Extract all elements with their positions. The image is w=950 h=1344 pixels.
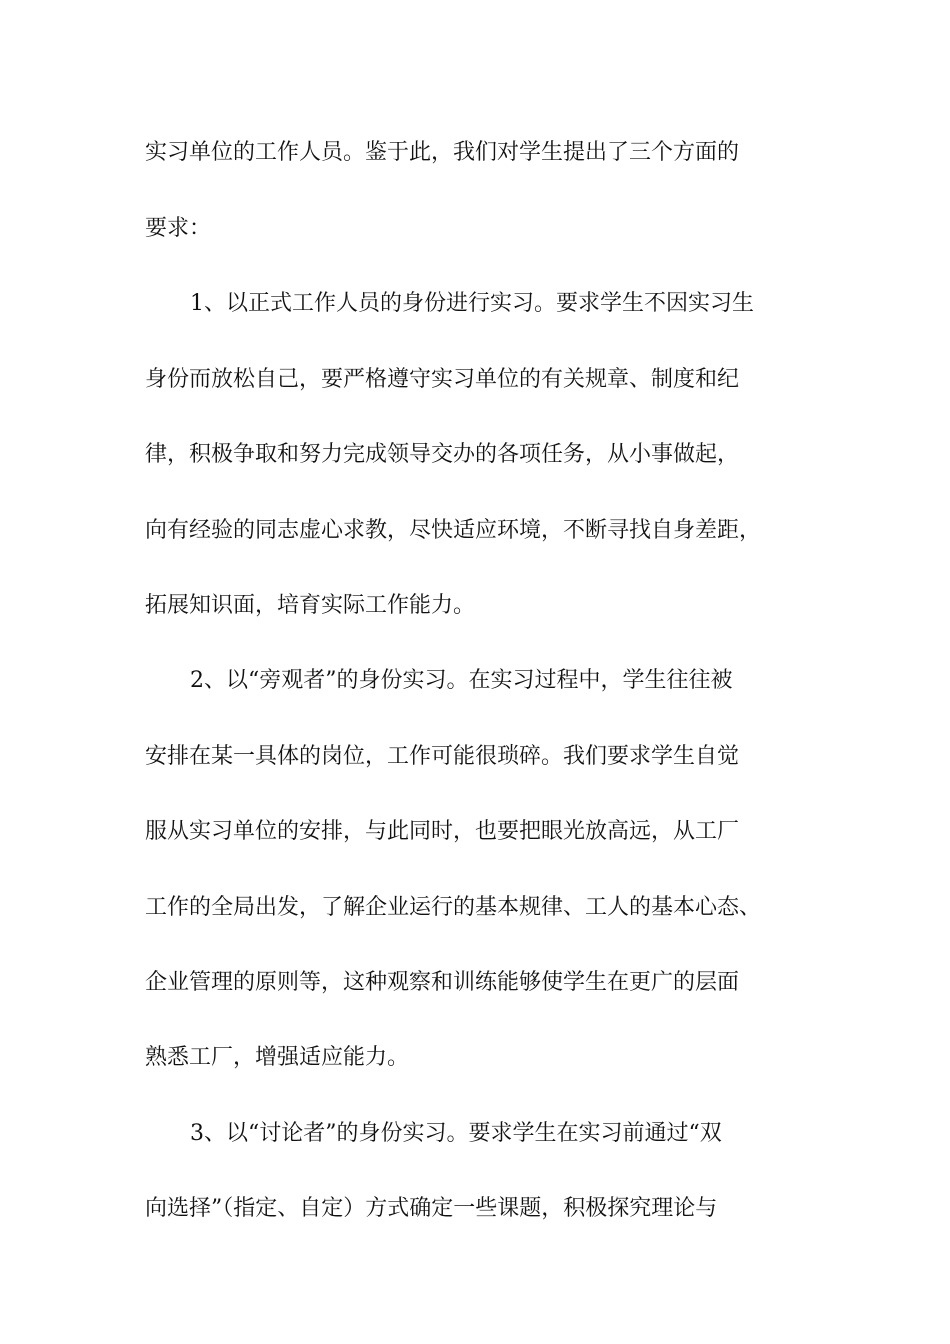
paragraph-line: 律，积极争取和努力完成领导交办的各项任务，从小事做起， [145, 442, 740, 467]
paragraph-line: 向有经验的同志虚心求教，尽快适应环境，不断寻找自身差距， [145, 518, 762, 543]
paragraph-line: 3、以“讨论者”的身份实习。要求学生在实习前通过“双 [190, 1121, 722, 1146]
paragraph-line: 工作的全局出发，了解企业运行的基本规律、工人的基本心态、 [145, 895, 762, 920]
paragraph-line: 安排在某一具体的岗位，工作可能很琐碎。我们要求学生自觉 [145, 744, 740, 769]
paragraph-line: 企业管理的原则等，这种观察和训练能够使学生在更广的层面 [145, 970, 740, 995]
paragraph-line: 要求： [145, 216, 212, 241]
paragraph-line: 1、以正式工作人员的身份进行实习。要求学生不因实习生 [190, 291, 754, 316]
paragraph-line: 2、以“旁观者”的身份实习。在实习过程中，学生往往被 [190, 668, 733, 693]
paragraph-line: 熟悉工厂，增强适应能力。 [145, 1045, 410, 1070]
paragraph-line: 实习单位的工作人员。鉴于此，我们对学生提出了三个方面的 [145, 140, 740, 165]
paragraph-line: 身份而放松自己，要严格遵守实习单位的有关规章、制度和纪 [145, 367, 740, 392]
paragraph-line: 向选择”（指定、自定）方式确定一些课题，积极探究理论与 [145, 1196, 718, 1221]
paragraph-line: 服从实习单位的安排，与此同时，也要把眼光放高远，从工厂 [145, 819, 740, 844]
paragraph-line: 拓展知识面，培育实际工作能力。 [145, 593, 476, 618]
